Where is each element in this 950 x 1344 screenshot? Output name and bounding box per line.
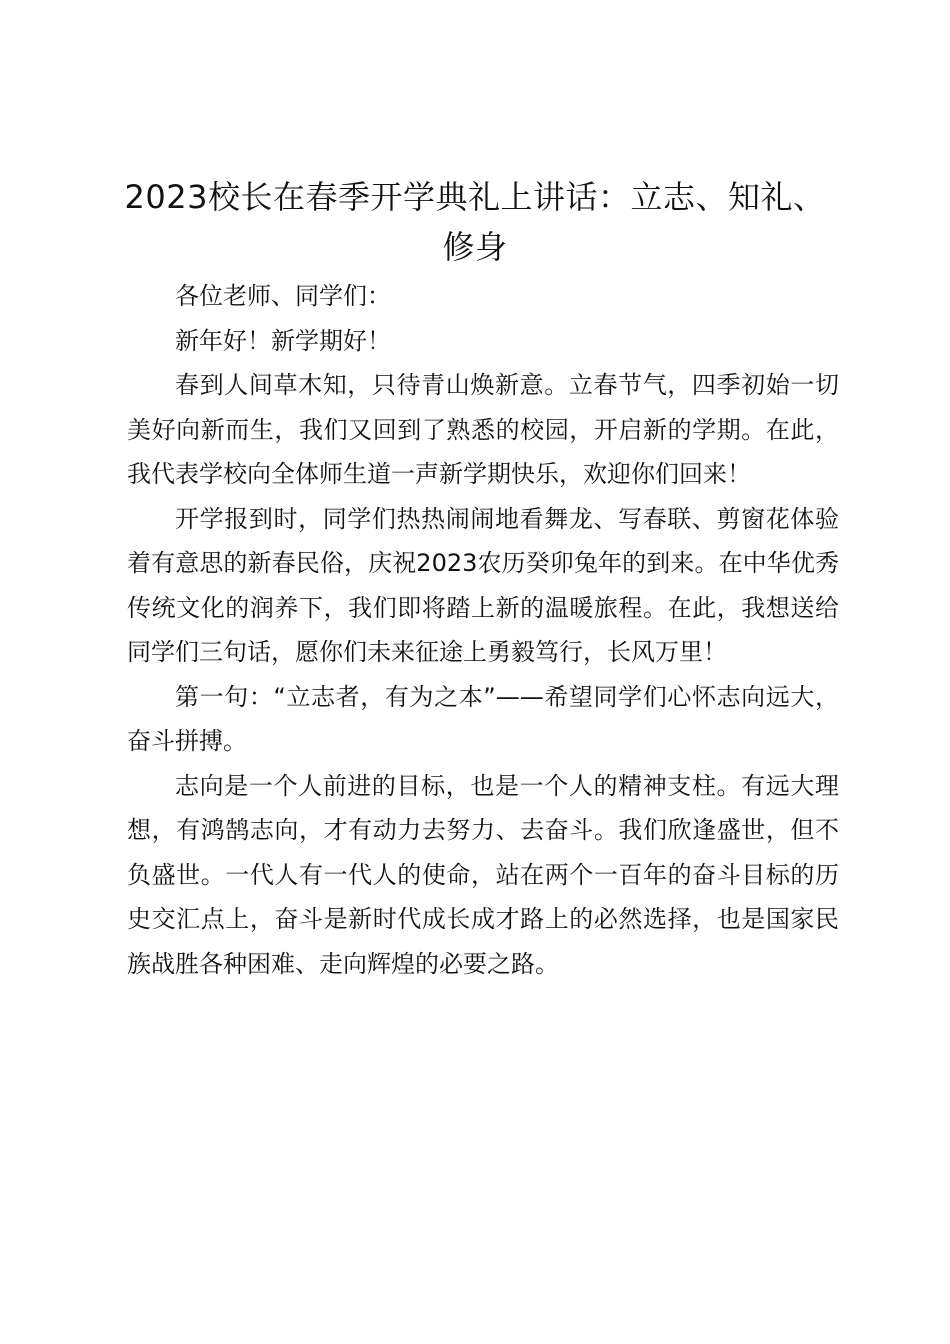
paragraph-first-sentence: 第一句：“立志者，有为之本”——希望同学们心怀志向远大，奋斗拼搏。 [127, 682, 839, 755]
document-title: 2023校长在春季开学典礼上讲话：立志、知礼、修身 [124, 178, 826, 266]
document-body [127, 274, 839, 986]
paragraph-registration: 开学报到时，同学们热热闹闹地看舞龙、写春联、剪窗花体验着有意思的新春民俗，庆祝2023农历癸卯兔年的到来。在中华优秀传统文化的润养下，我们即将踏上新的温暖旅程。在此，我想送给同学们三句话，愿你们未来征途上勇毅笃行，长风万里！ [127, 504, 839, 666]
paragraph-aspiration: 志向是一个人前进的目标，也是一个人的精神支柱。有远大理想，有鸿鹄志向，才有动力去努力、去奋斗。我们欣逢盛世，但不负盛世。一代人有一代人的使命，站在两个一百年的奋斗目标的历史交汇点上，奋斗是新时代成长成才路上的必然选择，也是国家民族战胜各种困难、走向辉煌的必要之路。 [127, 771, 839, 978]
paragraph-greeting: 新年好！新学期好！ [175, 326, 391, 355]
paragraph-spring: 春到人间草木知，只待青山焕新意。立春节气，四季初始一切美好向新而生，我们又回到了熟悉的校园，开启新的学期。在此，我代表学校向全体师生道一声新学期快乐，欢迎你们回来！ [127, 371, 839, 488]
paragraph-salutation: 各位老师、同学们： [175, 282, 391, 310]
